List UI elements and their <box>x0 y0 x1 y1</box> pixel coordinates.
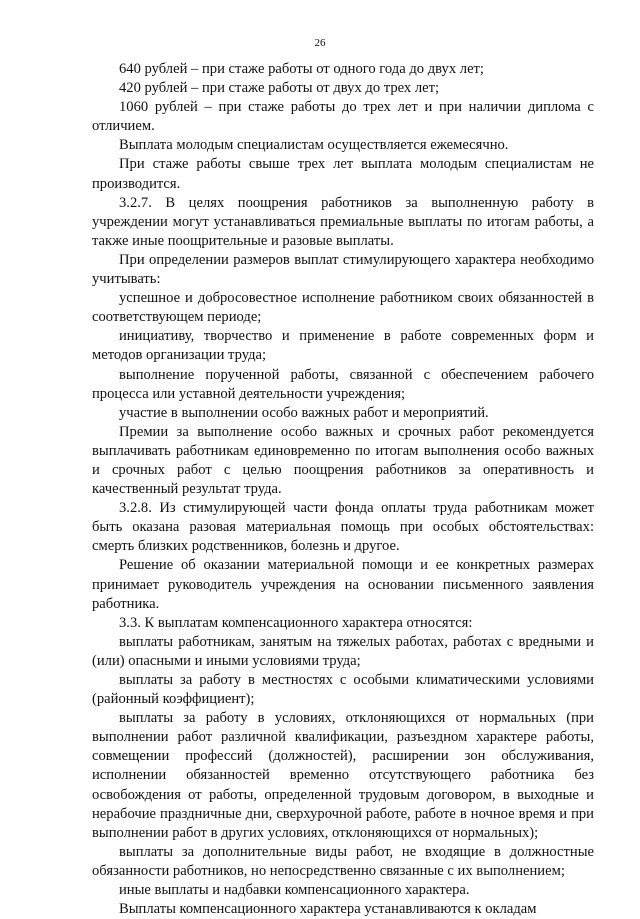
paragraph-salary-420: 420 рублей – при стаже работы от двух до трех лет; <box>119 80 440 97</box>
paragraph-bonus-urgent-work: Премии за выполнение особо важных и срочных работ рекомендуется выплачивать работникам единовременно по итогам выполнения особо важных и срочных работ с целью поощрения работников за оперативность и качественный результат труда. <box>92 423 594 498</box>
paragraph-section-3-2-7: 3.2.7. В целях поощрения работников за выполненную работу в учреждении могут устанавливаться премиальные выплаты по итогам работы, а также иные поощрительные и разовые выплаты. <box>92 194 594 249</box>
paragraph-abnormal-conditions: выплаты за работу в условиях, отклоняющихся от нормальных (при выполнении работ различной квалификации, разъездном характере работы, совмещении профессий (должностей), расширении зон обслуживания, исполнении обязанностей временно отсутствующего работника без освобождения от работы, определенной трудовым договором, в выходные и нерабочие праздничные дни, сверхурочной работе, работе в ночное время и при выполнении работ в других условиях, отклоняющихся от нормальных); <box>92 710 594 841</box>
paragraph-hazardous-work: выплаты работникам, занятым на тяжелых работах, работах с вредными и (или) опасными и иными условиями труда; <box>92 633 594 669</box>
paragraph-no-payment-over-three-years: При стаже работы свыше трех лет выплата молодым специалистам не производится. <box>92 156 594 192</box>
paragraph-salary-1060: 1060 рублей – при стаже работы до трех лет и при наличии диплома с отличием. <box>92 99 594 135</box>
paragraph-salary-640: 640 рублей – при стаже работы от одного года до двух лет; <box>119 61 484 77</box>
paragraph-monthly-payment: Выплата молодым специалистам осуществляется ежемесячно. <box>119 137 509 154</box>
paragraph-criteria-assigned-work: выполнение порученной работы, связанной с обеспечением рабочего процесса или уставной деятельности учреждения; <box>92 366 594 402</box>
paragraph-section-3-2-8: 3.2.8. Из стимулирующей части фонда оплаты труда работникам может быть оказана разовая материальная помощь при особых обстоятельствах: смерть близких родственников, болезнь и другое. <box>92 500 594 555</box>
page-number: 26 <box>314 37 326 49</box>
paragraph-climate-conditions: выплаты за работу в местностях с особыми климатическими условиями (районный коэффициент); <box>92 672 594 708</box>
paragraph-additional-work: выплаты за дополнительные виды работ, не входящие в должностные обязанности работников, но непосредственно связанные с их выполнением; <box>92 843 594 879</box>
paragraph-compensation-salaries: Выплаты компенсационного характера устанавливаются к окладам <box>119 901 537 918</box>
paragraph-material-aid-decision: Решение об оказании материальной помощи и ее конкретных размерах принимает руководитель учреждения на основании письменного заявления работника. <box>92 557 594 612</box>
paragraph-criteria-important-work: участие в выполнении особо важных работ и мероприятий. <box>119 404 489 421</box>
paragraph-criteria-duties: успешное и добросовестное исполнение работником своих обязанностей в соответствующем периоде; <box>92 290 594 326</box>
paragraph-section-3-3: 3.3. К выплатам компенсационного характера относятся: <box>119 614 473 631</box>
paragraph-other-payments: иные выплаты и надбавки компенсационного характера. <box>119 882 470 899</box>
paragraph-criteria-intro: При определении размеров выплат стимулирующего характера необходимо учитывать: <box>92 251 594 288</box>
document-body <box>92 60 594 919</box>
paragraph-criteria-initiative: инициативу, творчество и применение в работе современных форм и методов организации труда; <box>92 328 594 364</box>
